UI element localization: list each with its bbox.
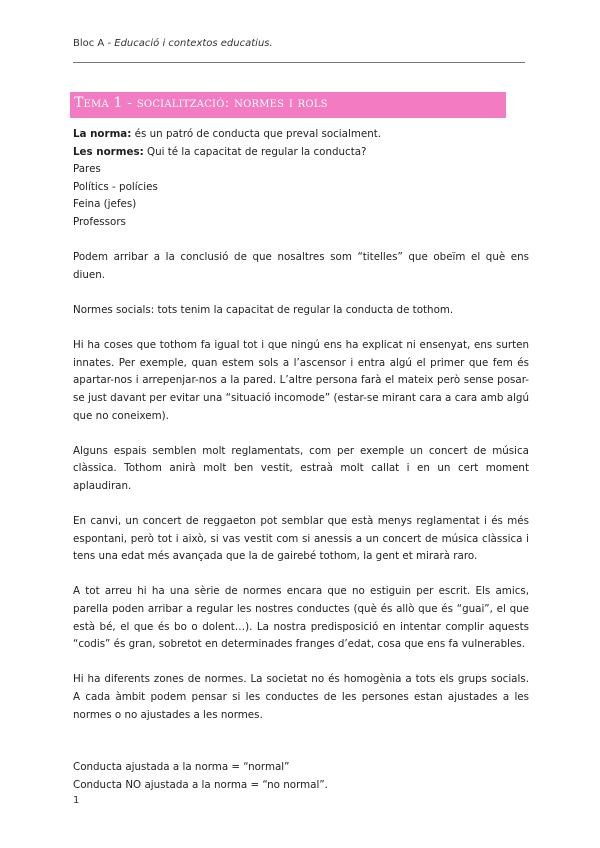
- section-title: Tema 1 - socialització: normes i rols: [74, 95, 328, 111]
- list-item: Feina (jefes): [73, 198, 137, 211]
- norma-text: és un patró de conducta que preval socialment.: [131, 128, 382, 140]
- paragraph: A tot arreu hi ha una sèrie de normes encara que no estiguin per escrit. Els amics, parella poden arribar a regular les nostres conductes (què és allò que és “guai”, el que està bé, el que és bo o dolent…). La nostra predisposició en intentar complir aquests “codis” és gran, sobretot en determinades franges d’edat, cosa que ens fa vulnerables.: [73, 585, 529, 651]
- paragraph: En canvi, un concert de reggaeton pot semblar que està menys reglamentat i és més espontani, però tot i això, si vas vestit com si anessis a un concert de música clàssica i tens una edat més avançada que la de gairebé tothom, la gent et mirarà raro.: [73, 515, 529, 563]
- paragraph: Podem arribar a la conclusió de que nosaltres som “titelles” que obeïm el què ens diuen.: [73, 251, 529, 281]
- conclusion-line: Conducta ajustada a la norma = “normal”: [73, 761, 290, 774]
- page-header: [73, 38, 273, 49]
- norma-label: La norma:: [73, 128, 132, 140]
- list-item: Pares: [73, 163, 101, 176]
- definition-normes: [73, 144, 529, 162]
- normes-text: Qui té la capacitat de regular la conducta?: [143, 145, 367, 158]
- body-content: [73, 126, 529, 795]
- definition-norma: [73, 126, 529, 144]
- paragraph: Alguns espais semblen molt reglamentats, com per exemple un concert de música clàssica. Tothom anirà molt ben vestit, estraà molt callat i en un cert moment aplaudiran.: [73, 444, 529, 492]
- header-prefix: Bloc A -: [73, 38, 115, 49]
- list-item: Polítics - polícies: [73, 180, 158, 193]
- section-title-bar: [70, 92, 506, 118]
- paragraph: Normes socials: tots tenim la capacitat de regular la conducta de tothom.: [73, 303, 454, 316]
- list-item: Professors: [73, 215, 126, 228]
- conclusion-line: Conducta NO ajustada a la norma = “no normal”.: [73, 778, 328, 791]
- paragraph: Hi ha diferents zones de normes. La societat no és homogènia a tots els grups socials. A cada àmbit podem pensar si les conductes de les persones estan ajustades a les normes o no ajustades a les normes.: [73, 673, 529, 721]
- paragraph: Hi ha coses que tothom fa igual tot i que ningú ens ha explicat ni ensenyat, ens surten innates. Per exemple, quan estem sols a l’ascensor i entra algú el primer que fem és apartar-nos i arrepenjar-nos a la pared. L’altre persona farà el mateix però sense posar-se just davant per evitar una “situació incomode” (estar-se mirant cara a cara amb algú que no coneixem).: [73, 339, 529, 422]
- header-divider: [73, 62, 525, 63]
- page-number: 1: [73, 795, 80, 806]
- normes-label: Les normes:: [73, 145, 144, 158]
- header-subtitle: Educació i contextos educatius.: [114, 38, 273, 49]
